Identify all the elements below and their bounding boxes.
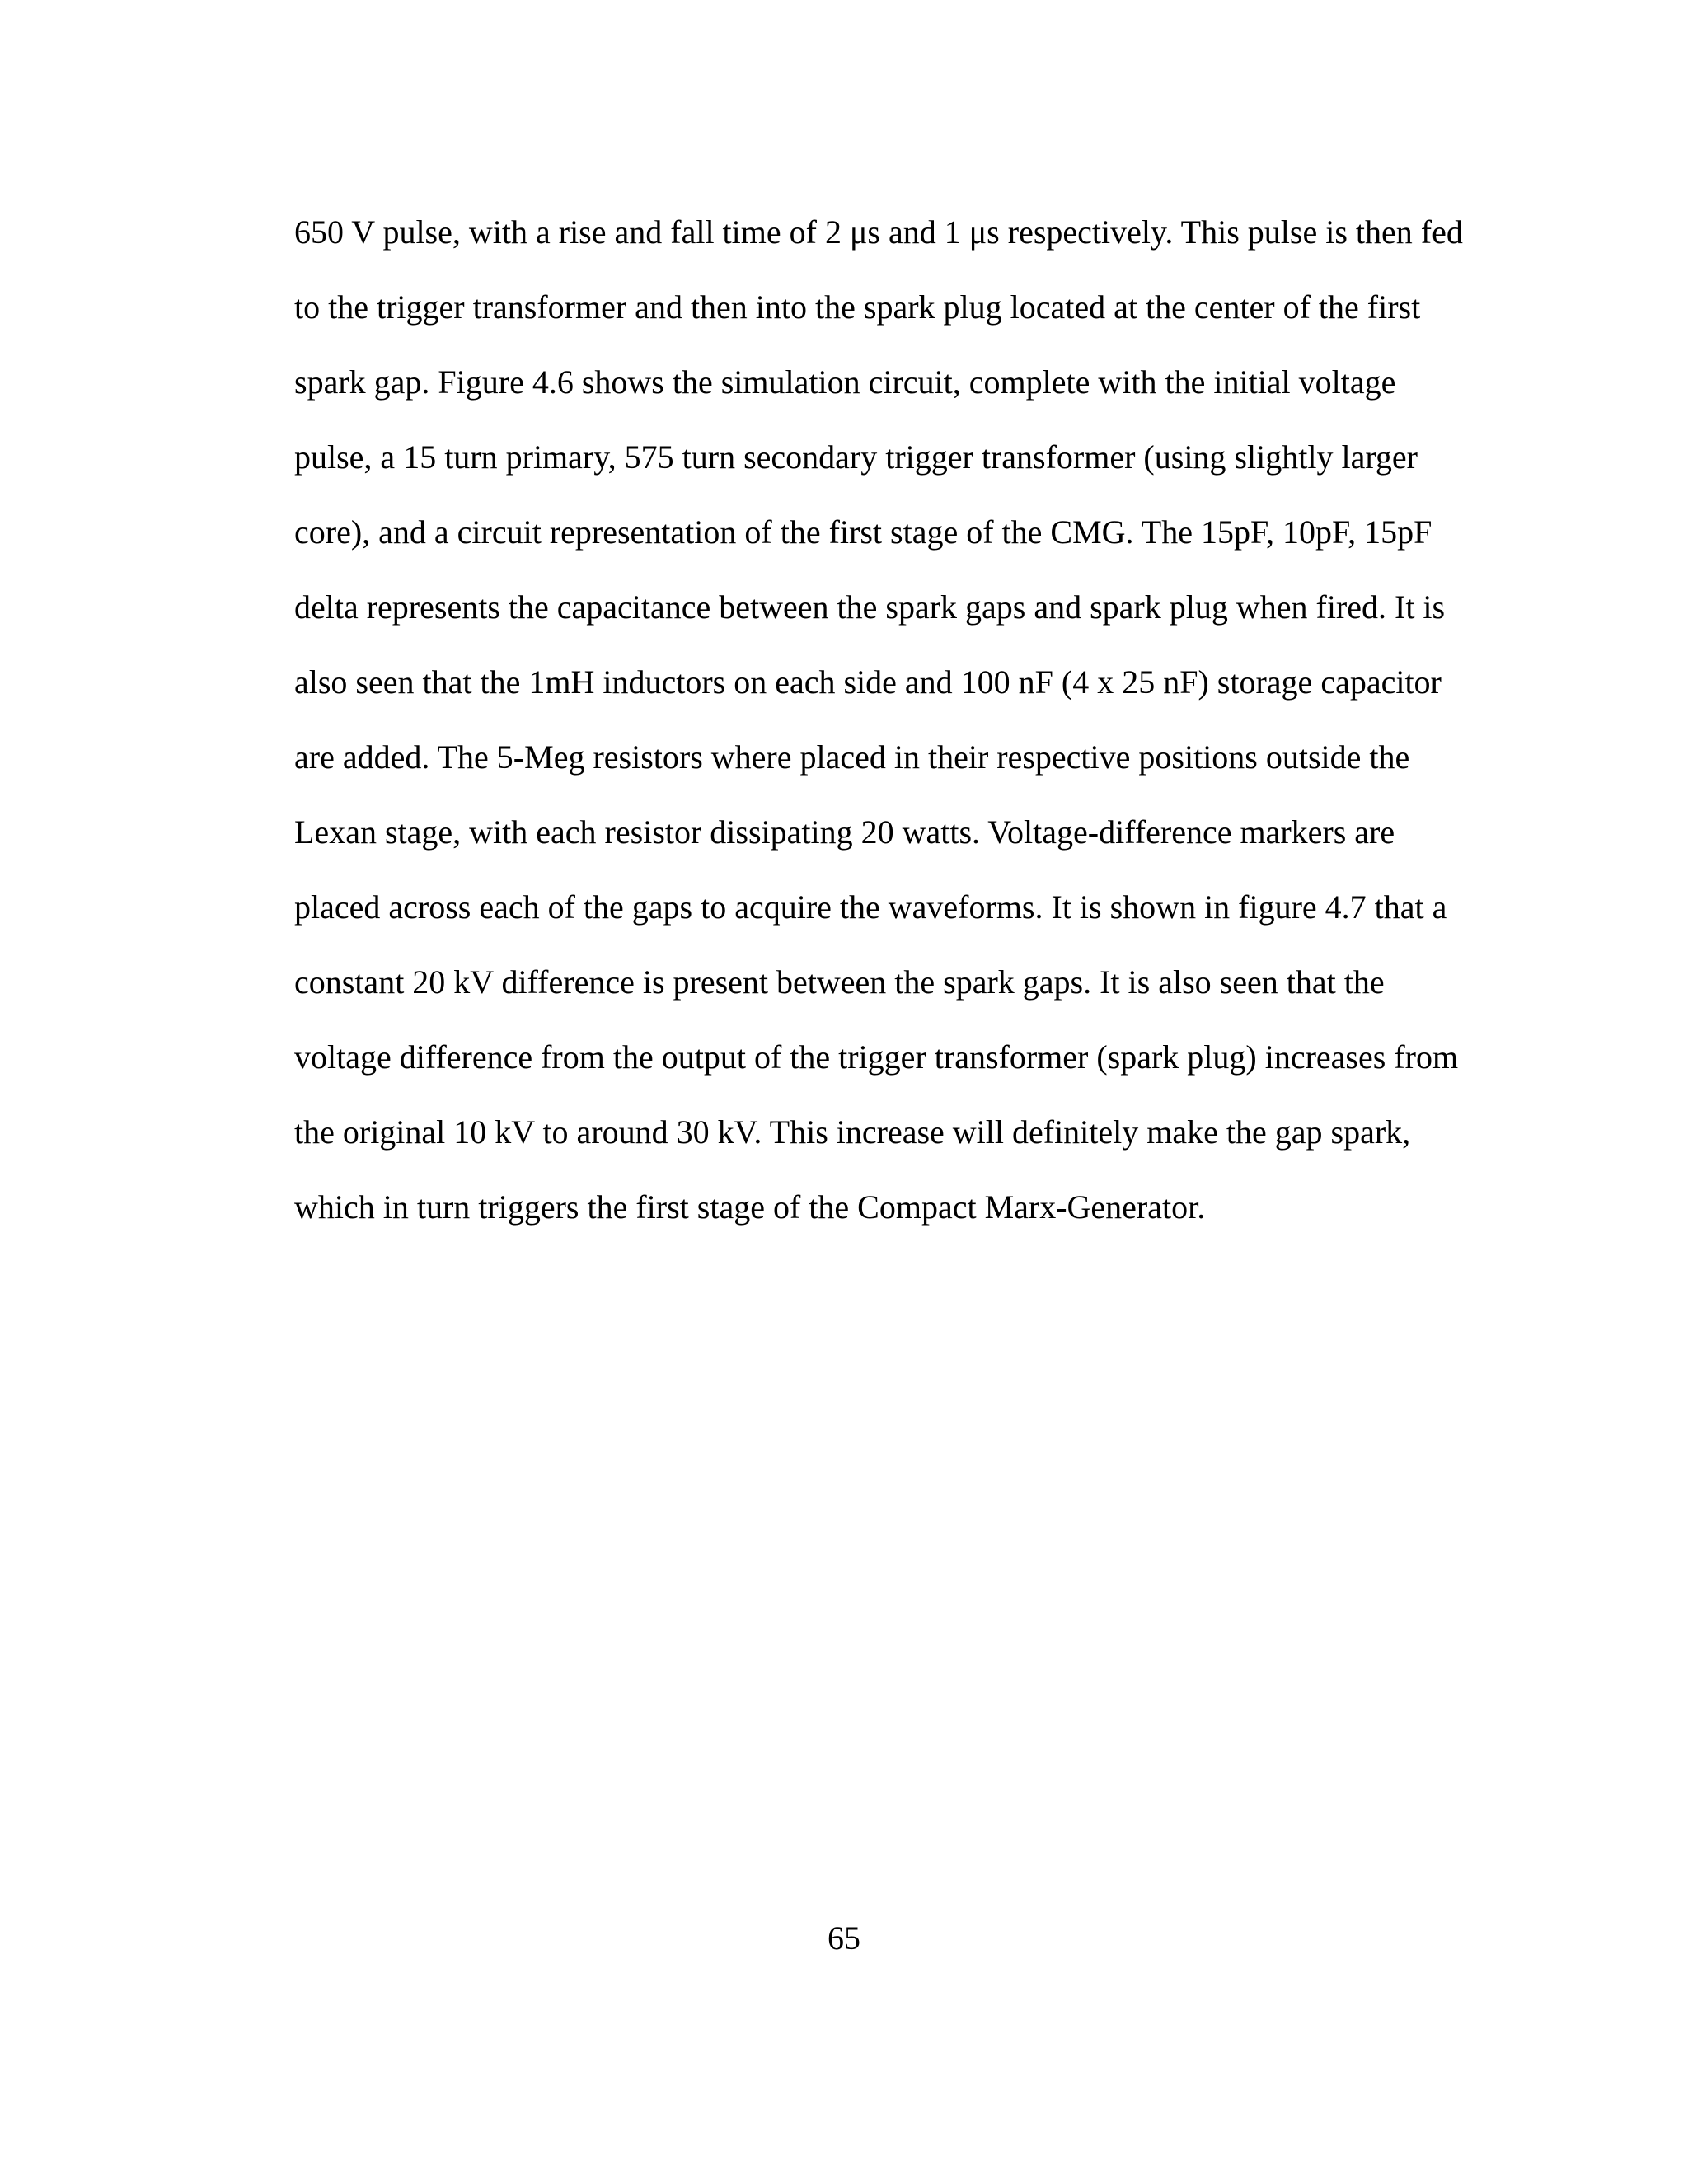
text-line: to the trigger transformer and then into the spark plug located at the center of the first: [294, 288, 1421, 326]
text-line: pulse, a 15 turn primary, 575 turn secondary trigger transformer (using slightly larger: [294, 438, 1418, 476]
page-number: 65: [828, 1919, 860, 1957]
text-line: placed across each of the gaps to acquire the waveforms. It is shown in figure 4.7 that a: [294, 888, 1447, 926]
text-line: voltage difference from the output of the trigger transformer (spark plug) increases from: [294, 1038, 1459, 1076]
text-line: constant 20 kV difference is present between the spark gaps. It is also seen that the: [294, 963, 1385, 1001]
text-line: also seen that the 1mH inductors on each side and 100 nF (4 x 25 nF) storage capacitor: [294, 663, 1442, 701]
text-line: 650 V pulse, with a rise and fall time of 2 μs and 1 μs respectively. This pulse is then fed: [294, 213, 1463, 251]
text-line: the original 10 kV to around 30 kV. This increase will definitely make the gap spark,: [294, 1113, 1411, 1151]
text-line: Lexan stage, with each resistor dissipating 20 watts. Voltage-difference markers are: [294, 813, 1395, 851]
text-line: delta represents the capacitance between the spark gaps and spark plug when fired. It is: [294, 588, 1446, 626]
text-line: core), and a circuit representation of the first stage of the CMG. The 15pF, 10pF, 15pF: [294, 513, 1432, 551]
text-line: are added. The 5-Meg resistors where placed in their respective positions outside the: [294, 738, 1410, 776]
body-paragraph: [294, 194, 1481, 1244]
text-line: which in turn triggers the first stage of the Compact Marx-Generator.: [294, 1188, 1206, 1226]
text-line: spark gap. Figure 4.6 shows the simulation circuit, complete with the initial voltage: [294, 363, 1396, 401]
